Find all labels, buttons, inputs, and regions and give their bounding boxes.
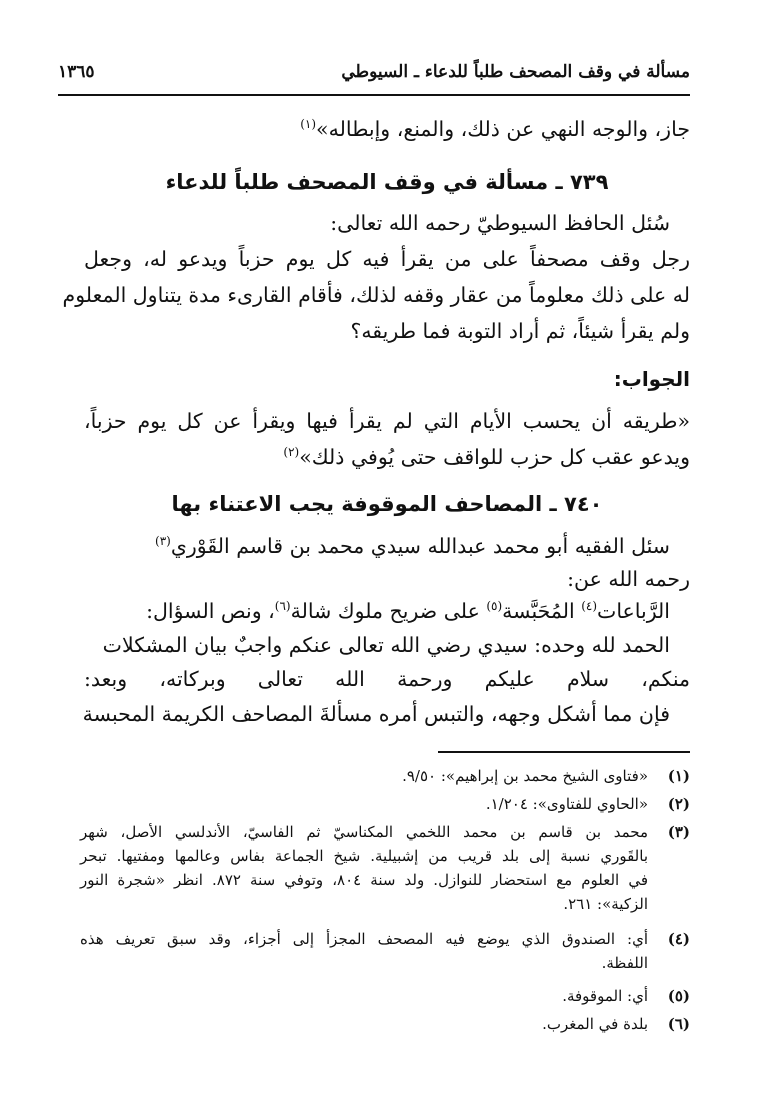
footnote-number: (٥) [667,987,690,1005]
footnote-ref: (٣) [155,534,171,549]
footnote-number: (٦) [667,1015,690,1033]
footnote-text: بلدة في المغرب. [542,1015,648,1033]
page-number: ١٣٦٥ [58,62,95,82]
answer-heading: الجواب: [613,367,690,391]
paragraph-line: ولم يقرأ شيئاً، ثم أراد التوبة فما طريقه؟ [350,319,690,343]
paragraph-line: رجل وقف مصحفاً على من يقرأ فيه كل يوم حزباً ويدعو له، وجعل [84,247,690,271]
footnote-text: «الحاوي للفتاوى»: ١/٢٠٤. [485,795,648,813]
header-divider [58,94,690,96]
running-header [58,62,690,92]
footnote-number: (٢) [667,795,690,813]
footnote-text: محمد بن قاسم بن محمد اللخمي المكناسيّ ثم الفاسيّ، الأندلسي الأصل، شهر [80,823,648,841]
footnote-number: (٤) [667,930,690,948]
paragraph-line: «طريقه أن يحسب الأيام التي لم يقرأ فيها ويقرأ عن كل يوم حزباً، [84,409,690,433]
paragraph-line: له على ذلك معلوماً من عقار وقفه لذلك، فأقام القارىء مدة يتناول المعلوم [62,283,690,307]
footnote-ref: (٢) [283,445,300,460]
footnote-text: الزكية»: ٢٦١. [563,895,648,913]
footnote-text: في العلوم مع استحضار للنوازل. ولد سنة ٨٠٤، وتوفي سنة ٨٧٢. انظر «شجرة النور [80,871,648,889]
paragraph-line: منكم، سلام عليكم ورحمة الله تعالى وبركاته، وبعد: [84,667,690,691]
paragraph-line: فإن مما أشكل وجهه، والتبس أمره مسألةَ المصاحف الكريمة المحبسة [82,702,670,726]
paragraph-line: ويدعو عقب كل حزب للواقف حتى يُوفي ذلك»$^{(٢)}$ [283,445,690,469]
footnote-number: (٣) [667,823,690,841]
footnote-text: أي: الصندوق الذي يوضع فيه المصحف المجزأ إلى أجزاء، وقد سبق تعريف هذه [80,930,648,948]
paragraph-line: رحمه الله عن: [567,567,690,591]
paragraph-line: الحمد لله وحده: سيدي رضي الله تعالى عنكم واجبٌ بيان المشكلات [102,633,670,657]
footnote-ref: (٦) [274,599,291,614]
footnote-ref: (٥) [486,599,503,614]
footnote-number: (١) [667,767,690,785]
footnote-ref: (١) [300,117,317,132]
paragraph-line: سُئل الحافظ السيوطيّ رحمه الله تعالى: [330,211,670,235]
footnote-ref: (٤) [581,599,598,614]
intro-line: جاز، والوجه النهي عن ذلك، والمنع، وإبطاله»$^{(١)}$ [300,117,690,141]
section-heading-739: ٧٣٩ ـ مسألة في وقف المصحف طلباً للدعاء [165,170,609,194]
footnote-text: بالقَوري نسبة إلى بلد قريب من إشبيلية. شيخ الجماعة بفاس وعالمها ومفتيها. تبحر [80,847,648,865]
section-heading-740: ٧٤٠ ـ المصاحف الموقوفة يجب الاعتناء بها [171,492,603,516]
footnote-text: اللفظة. [601,954,648,972]
header-title: مسألة في وقف المصحف طلباً للدعاء ـ السيوطي [341,62,690,82]
paragraph-line: سئل الفقيه أبو محمد عبدالله سيدي محمد بن قاسم القَوْري$^{(٣)}$ [155,534,670,558]
paragraph-line: الرَّباعات$^{(٤)}$ المُحَبَّسة$^{(٥)}$ على ضريح ملوك شالة$^{(٦)}$، ونص السؤال: [146,599,670,623]
footnote-text: أي: الموقوفة. [562,987,648,1005]
footnote-divider [438,751,690,753]
footnote-text: «فتاوى الشيخ محمد بن إبراهيم»: ٩/٥٠. [402,767,648,785]
